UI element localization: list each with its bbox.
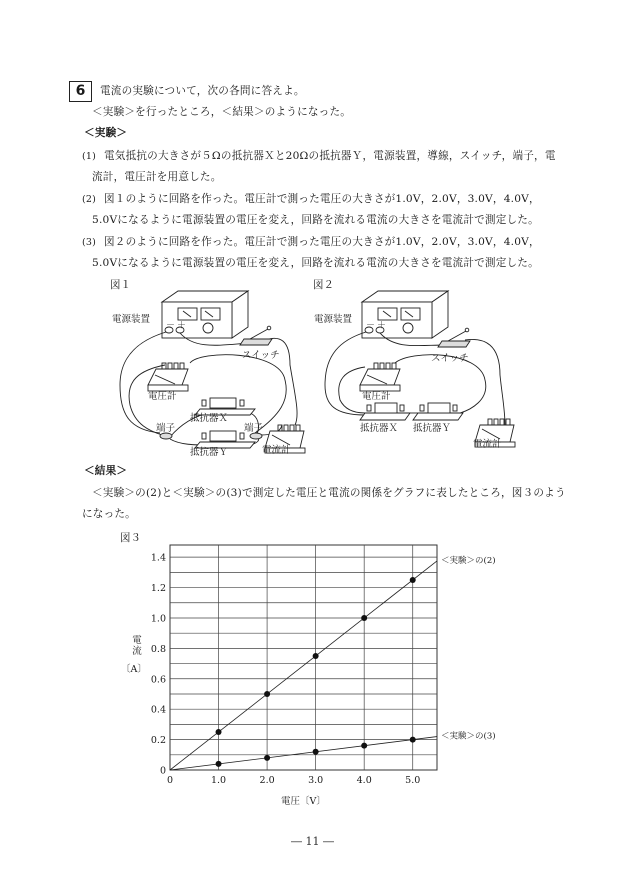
- fig1-label-resistor-y: 抵抗器Ｙ: [190, 447, 229, 458]
- fig2-label-plus: ＋: [377, 321, 387, 331]
- y-axis-unit: 〔A〕: [121, 664, 147, 675]
- step-2-line-2: 5.0Vになるように電源装置の電圧を変え，回路を流れる電流の大きさを電流計で測定した。: [92, 214, 539, 226]
- fig2-label-power-supply: 電源装置: [314, 314, 353, 325]
- data-point: [361, 743, 367, 749]
- y-axis-label: [130, 635, 144, 657]
- fig2-label-switch: スイッチ: [431, 353, 469, 364]
- series-label-2: ＜実験＞の(3): [441, 731, 496, 742]
- y-tick-label: 1.0: [150, 613, 166, 625]
- y-tick-label: 0.2: [150, 735, 166, 747]
- experiment-heading: ＜実験＞: [84, 127, 128, 139]
- y-tick-label: 0.4: [150, 704, 166, 716]
- y-tick-label: 0.8: [150, 643, 166, 655]
- x-tick-label: 4.0: [356, 775, 372, 786]
- step-1-label: (1): [82, 151, 97, 162]
- series-line-2: [170, 737, 437, 770]
- figure-2-title: 図２: [313, 279, 334, 291]
- fig1-label-plus: ＋: [177, 321, 187, 331]
- series-line-1: [170, 561, 437, 770]
- step-3-line-1: 図２のように回路を作った。電圧計で測った電圧の大きさが1.0V，2.0V，3.0V，4.0V，: [104, 236, 540, 248]
- data-point: [216, 761, 222, 767]
- fig1-label-resistor-x: 抵抗器Ｘ: [190, 413, 229, 424]
- fig2-label-resistor-x: 抵抗器Ｘ: [360, 423, 399, 434]
- y-tick-label: 0: [159, 765, 166, 777]
- y-axis-label-char-2: 流: [132, 646, 142, 657]
- fig1-label-terminal-left: 端子: [156, 423, 176, 434]
- question-number-box: 6: [69, 81, 92, 102]
- step-1-line-2: 流計，電圧計を用意した。: [92, 171, 222, 183]
- y-tick-label: 1.2: [150, 583, 166, 595]
- fig1-label-switch: スイッチ: [242, 350, 280, 361]
- data-point: [410, 577, 416, 583]
- data-point: [216, 729, 222, 735]
- data-point: [313, 749, 319, 755]
- data-point: [264, 691, 270, 697]
- data-point: [313, 653, 319, 659]
- step-1-line-1: 電気抵抗の大きさが５Ωの抵抗器Ｘと20Ωの抵抗器Ｙ，電源装置，導線，スイッチ，端子，電: [104, 150, 556, 162]
- result-line-2: になった。: [82, 508, 136, 520]
- series-label-1: ＜実験＞の(2): [441, 555, 496, 566]
- plot-frame: [170, 545, 437, 770]
- result-heading: ＜結果＞: [84, 465, 128, 477]
- fig2-label-minus: －: [366, 321, 376, 331]
- x-tick-label: 5.0: [405, 775, 421, 786]
- y-tick-label: 0.6: [150, 674, 166, 686]
- x-tick-label: 0: [166, 775, 174, 786]
- result-line-1: ＜実験＞の(2)と＜実験＞の(3)で測定した電圧と電流の関係をグラフに表したところ，図３のよう: [92, 487, 566, 499]
- fig1-label-ammeter: 電流計: [262, 445, 291, 456]
- step-2-line-1: 図１のように回路を作った。電圧計で測った電圧の大きさが1.0V，2.0V，3.0V，4.0V，: [104, 193, 540, 205]
- fig1-label-minus: －: [166, 321, 176, 331]
- step-3-label: (3): [82, 237, 97, 248]
- data-point: [361, 615, 367, 621]
- y-tick-label: 1.4: [150, 552, 166, 564]
- fig1-label-voltmeter: 電圧計: [148, 391, 177, 402]
- data-point: [410, 737, 416, 743]
- x-tick-label: 3.0: [308, 775, 324, 786]
- figure-3-title: 図３: [120, 532, 141, 544]
- x-tick-label: 1.0: [210, 775, 227, 786]
- fig1-label-power-supply: 電源装置: [112, 314, 151, 325]
- fig2-label-resistor-y: 抵抗器Ｙ: [413, 423, 452, 434]
- fig1-label-terminal-right: 端子: [244, 423, 264, 434]
- fig2-label-ammeter: 電流計: [473, 439, 502, 450]
- step-2-label: (2): [82, 194, 97, 205]
- figure-1-title: 図１: [110, 279, 131, 291]
- x-axis-label: 電圧〔V〕: [281, 796, 326, 807]
- step-3-line-2: 5.0Vになるように電源装置の電圧を変え，回路を流れる電流の大きさを電流計で測定した。: [92, 257, 539, 269]
- fig2-label-voltmeter: 電圧計: [362, 391, 391, 402]
- data-point: [264, 755, 270, 761]
- intro-text: ＜実験＞を行ったところ，＜結果＞のようになった。: [92, 106, 352, 118]
- y-axis-label-char-1: 電: [132, 635, 142, 646]
- page-number: ― 11 ―: [291, 835, 334, 848]
- x-tick-label: 2.0: [259, 775, 275, 786]
- question-prompt: 電流の実験について，次の各問に答えよ。: [100, 85, 305, 97]
